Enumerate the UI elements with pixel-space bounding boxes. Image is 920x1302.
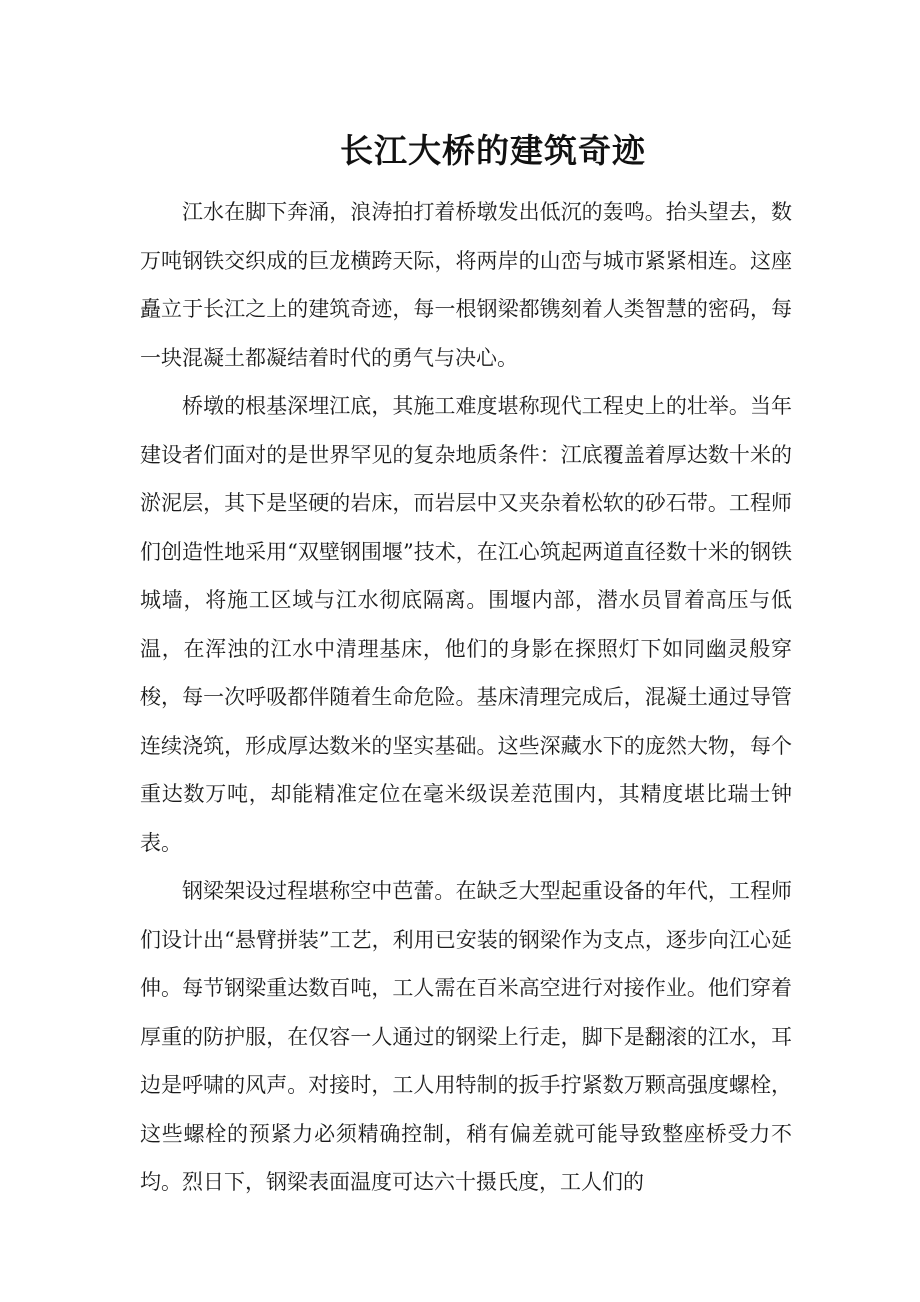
paragraph-3: 钢梁架设过程堪称空中芭蕾。在缺乏大型起重设备的年代，工程师们设计出“悬臂拼装”工艺，利用已安装的钢梁作为支点，逐步向江心延伸。每节钢梁重达数百吨，工人需在百米高空进行对接作业。他们穿着厚重的防护服，在仅容一人通过的钢梁上行走，脚下是翻滚的江水，耳边是呼啸的风声。对接时，工人用特制的扳手拧紧数万颗高强度螺栓，这些螺栓的预紧力必须精确控制，稍有偏差就可能导致整座桥受力不均。烈日下，钢梁表面温度可达六十摄氏度，工人们的 xyxy=(140,879,792,1194)
document-title: 长江大桥的建筑奇迹 xyxy=(340,131,646,170)
paragraph-2: 桥墩的根基深埋江底，其施工难度堪称现代工程史上的壮举。当年建设者们面对的是世界罕见的复杂地质条件：江底覆盖着厚达数十米的淤泥层，其下是坚硬的岩床，而岩层中又夹杂着松软的砂石带。工程师们创造性地采用“双壁钢围堰”技术，在江心筑起两道直径数十米的钢铁城墙，将施工区域与江水彻底隔离。围堰内部，潜水员冒着高压与低温，在浑浊的江水中清理基床，他们的身影在探照灯下如同幽灵般穿梭，每一次呼吸都伴随着生命危险。基床清理完成后，混凝土通过导管连续浇筑，形成厚达数米的坚实基础。这些深藏水下的庞然大物，每个重达数万吨，却能精准定位在毫米级误差范围内，其精度堪比瑞士钟表。 xyxy=(140,394,792,855)
document-body xyxy=(140,188,792,1207)
paragraph-1: 江水在脚下奔涌，浪涛拍打着桥墩发出低沉的轰鸣。抬头望去，数万吨钢铁交织成的巨龙横跨天际，将两岸的山峦与城市紧紧相连。这座矗立于长江之上的建筑奇迹，每一根钢梁都镌刻着人类智慧的密码，每一块混凝土都凝结着时代的勇气与决心。 xyxy=(140,200,792,370)
